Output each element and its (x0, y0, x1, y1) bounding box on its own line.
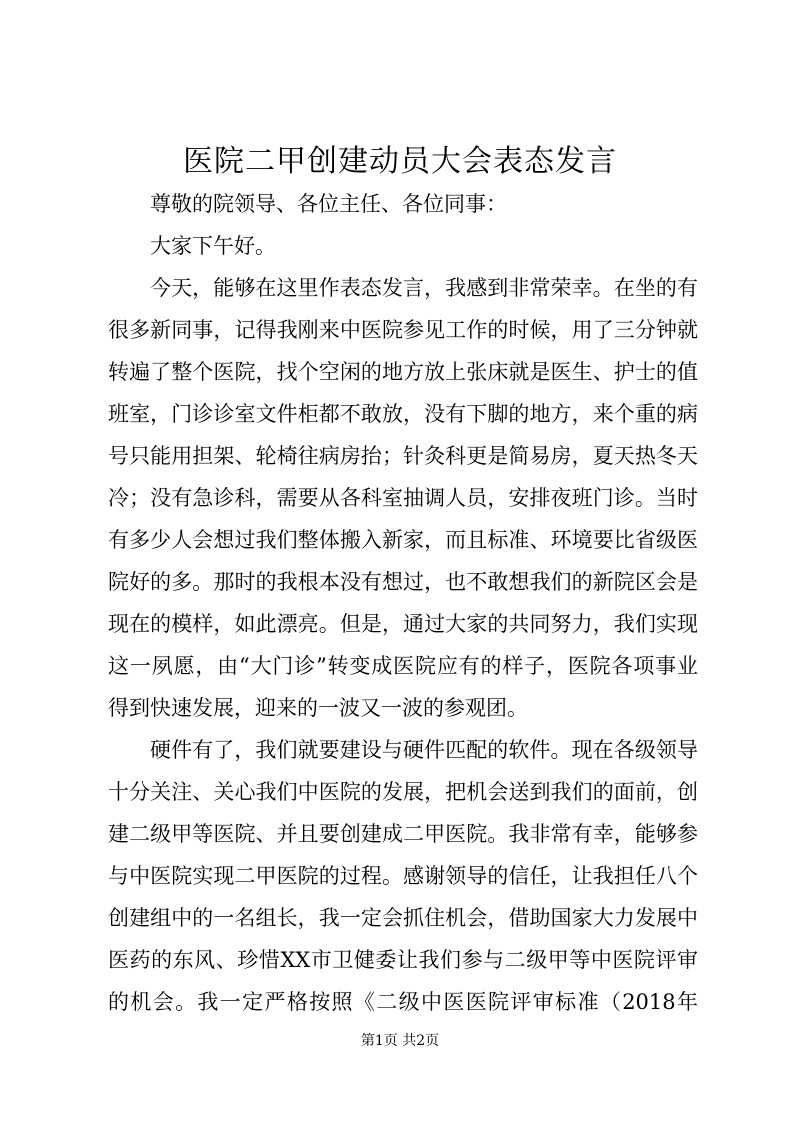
greeting-line: 大家下午好。 (150, 234, 276, 258)
paragraph-2-line: 的机会。我一定严格按照《二级中医医院评审标准（2018年 (108, 990, 698, 1014)
page-number-footer: 第1页 共2页 (360, 1033, 440, 1049)
paragraph-2-line: 建二级甲等医院、并且要创建成二甲医院。我非常有幸，能够参 (108, 822, 698, 846)
paragraph-1-line: 今天，能够在这里作表态发言，我感到非常荣幸。在坐的有 (150, 276, 698, 300)
paragraph-1-line: 有多少人会想过我们整体搬入新家，而且标准、环境要比省级医 (108, 528, 698, 552)
paragraph-2-line: 医药的东风、珍惜XX市卫健委让我们参与二级甲等中医院评审 (108, 948, 698, 972)
salutation-line: 尊敬的院领导、各位主任、各位同事： (150, 192, 507, 216)
paragraph-1-line: 班室，门诊诊室文件柜都不敢放，没有下脚的地方，来个重的病 (108, 402, 698, 426)
paragraph-2-line: 硬件有了，我们就要建设与硬件匹配的软件。现在各级领导 (150, 738, 698, 762)
paragraph-1-line: 院好的多。那时的我根本没有想过，也不敢想我们的新院区会是 (108, 570, 698, 594)
paragraph-1-line: 号只能用担架、轮椅往病房抬；针灸科更是简易房，夏天热冬天 (108, 444, 698, 468)
paragraph-1-line: 转遍了整个医院，找个空闲的地方放上张床就是医生、护士的值 (108, 360, 698, 384)
paragraph-1-line: 很多新同事，记得我刚来中医院参见工作的时候，用了三分钟就 (108, 318, 698, 342)
paragraph-1-line: 得到快速发展，迎来的一波又一波的参观团。 (108, 696, 528, 720)
document-title: 医院二甲创建动员大会表态发言 (183, 144, 617, 179)
paragraph-1-line: 冷；没有急诊科，需要从各科室抽调人员，安排夜班门诊。当时 (108, 486, 698, 510)
paragraph-2-line: 与中医院实现二甲医院的过程。感谢领导的信任，让我担任八个 (108, 864, 698, 888)
paragraph-2-line: 十分关注、关心我们中医院的发展，把机会送到我们的面前，创 (108, 780, 698, 804)
paragraph-1-line: 现在的模样，如此漂亮。但是，通过大家的共同努力，我们实现 (108, 612, 698, 636)
paragraph-2-line: 创建组中的一名组长，我一定会抓住机会，借助国家大力发展中 (108, 906, 698, 930)
paragraph-1-line: 这一夙愿，由“大门诊”转变成医院应有的样子，医院各项事业 (108, 654, 698, 678)
